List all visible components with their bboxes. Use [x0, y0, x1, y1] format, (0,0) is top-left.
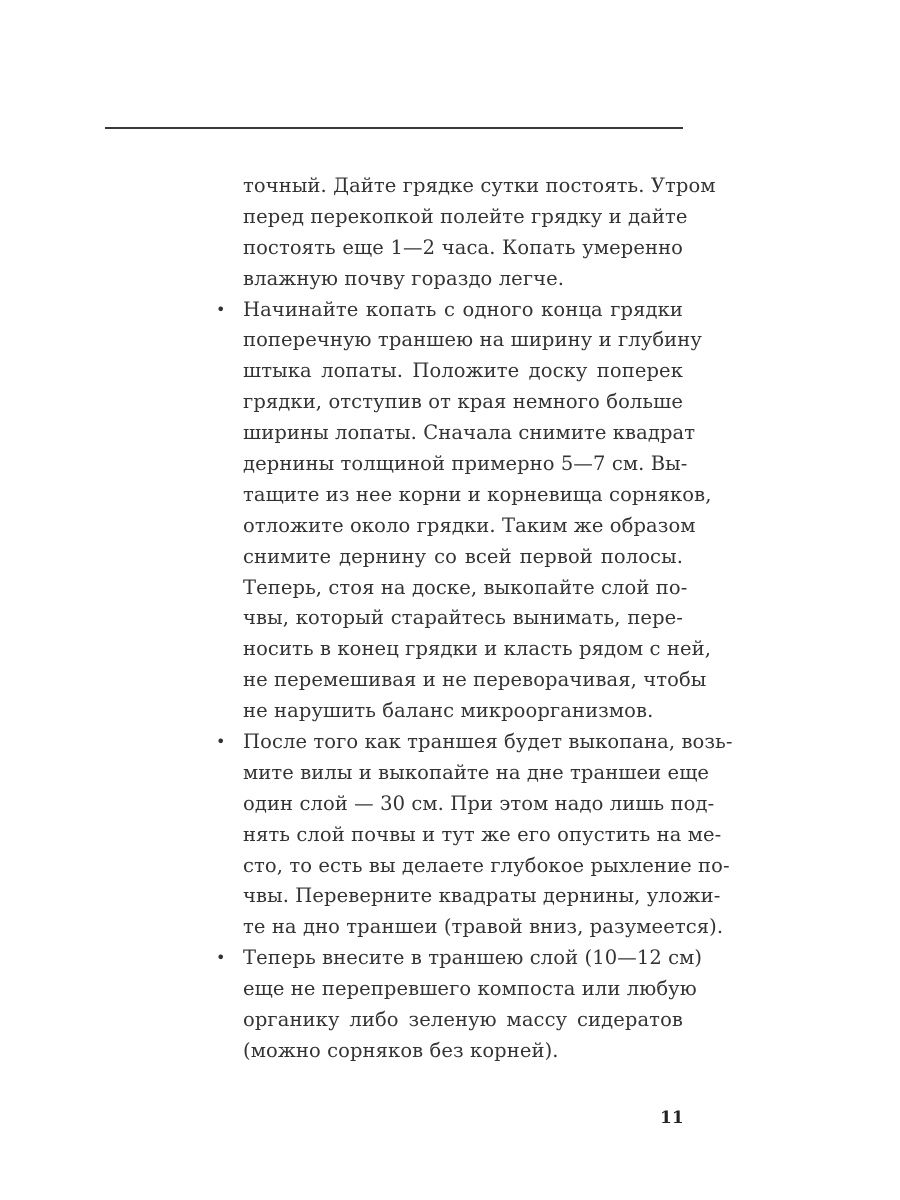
text-line: После того как траншея будет выкопана, возь-: [243, 730, 733, 754]
text-line: влажную почву гораздо легче.: [243, 266, 565, 290]
page-number: 11: [660, 1108, 684, 1128]
paragraph: [243, 171, 716, 295]
text-line: грядки, отступив от края немного больше: [243, 390, 683, 414]
bullet-item: [216, 943, 703, 1067]
text-line: чвы. Переверните квадраты дернины, уложи-: [243, 884, 721, 908]
bullet-item: [216, 295, 712, 727]
text-line: чвы, который старайтесь вынимать, пере-: [243, 606, 683, 630]
text-line: перед перекопкой полейте грядку и дайте: [243, 204, 688, 228]
text-line: Теперь, стоя на доске, выкопайте слой по-: [243, 575, 688, 599]
text-line: (можно сорняков без корней).: [243, 1038, 559, 1062]
text-line: отложите около грядки. Таким же образом: [243, 513, 696, 537]
text-line: один слой — 30 см. При этом надо лишь под-: [243, 791, 715, 815]
text-line: дернины толщиной примерно 5—7 см. Вы-: [243, 452, 688, 476]
text-line: мите вилы и выкопайте на дне траншеи еще: [243, 760, 710, 784]
text-line: точный. Дайте грядке сутки постоять. Утром: [243, 174, 716, 197]
text-line: Теперь внесите в траншею слой (10—12 см): [243, 946, 703, 970]
text-line: тащите из нее корни и корневища сорняков,: [243, 482, 712, 506]
text-line: постоять еще 1—2 часа. Копать умеренно: [243, 235, 683, 259]
text-line: штыка лопаты. Положите доску поперек: [243, 359, 683, 383]
text-line: сто, то есть вы делаете глубокое рыхление по-: [243, 853, 730, 877]
text-line: не нарушить баланс микроорганизмов.: [243, 699, 654, 723]
text-line: не перемешивая и не переворачивая, чтобы: [243, 668, 707, 692]
bullet-icon: •: [216, 732, 226, 752]
text-line: снимите дернину со всей первой полосы.: [243, 544, 683, 568]
body-text: [216, 171, 733, 1067]
bullet-icon: •: [216, 948, 226, 968]
header-rule: [105, 127, 683, 129]
text-line: Начинайте копать с одного конца грядки: [243, 297, 683, 321]
text-line: ширины лопаты. Сначала снимите квадрат: [243, 421, 696, 445]
text-line: еще не перепревшего компоста или любую: [243, 977, 697, 1001]
text-line: поперечную траншею на ширину и глубину: [243, 328, 702, 352]
bullet-icon: •: [216, 299, 226, 319]
text-line: нять слой почвы и тут же его опустить на ме-: [243, 822, 722, 846]
text-line: те на дно траншеи (травой вниз, разумеется).: [243, 915, 724, 939]
text-line: органику либо зеленую массу сидератов: [243, 1008, 683, 1032]
text-line: носить в конец грядки и класть рядом с ней,: [243, 637, 711, 661]
bullet-item: [216, 727, 733, 943]
